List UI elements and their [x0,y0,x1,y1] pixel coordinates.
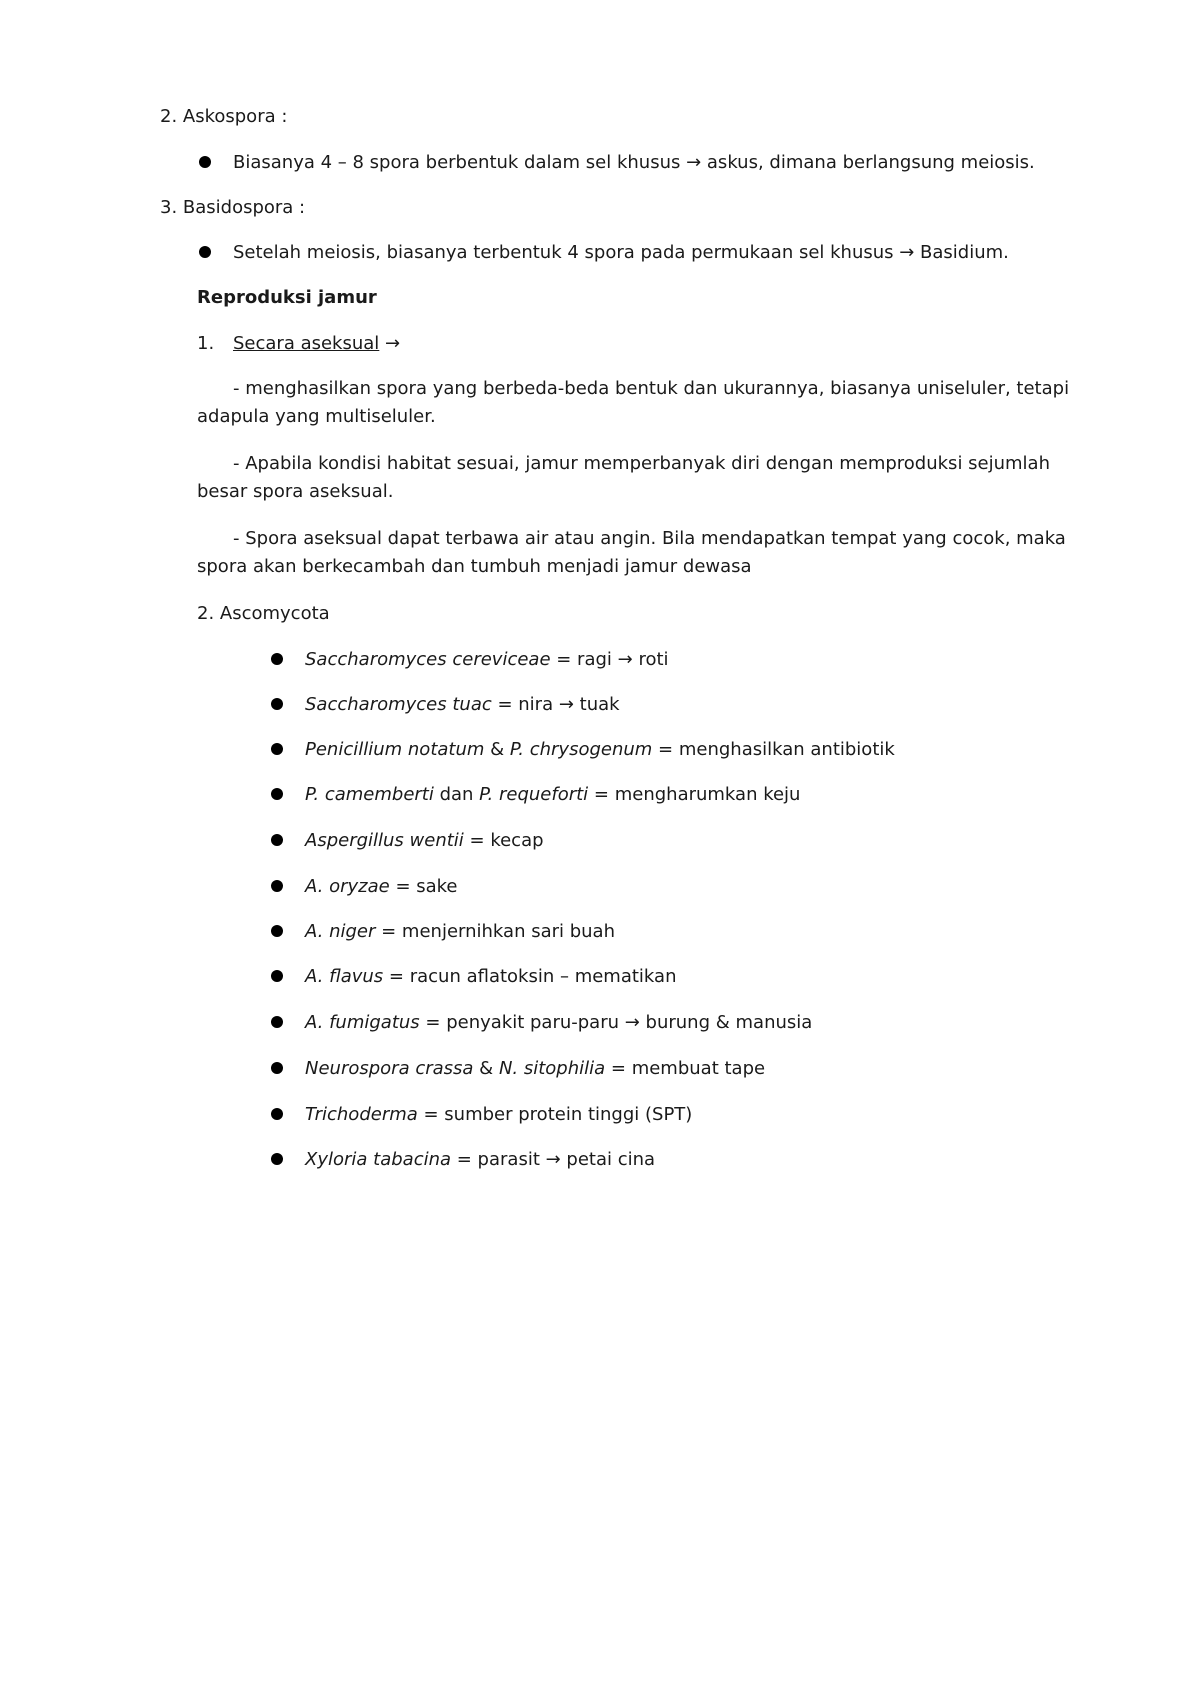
list-item: A. niger = menjernihkan sari buah [305,921,615,942]
item-label-text: Secara aseksual [233,333,380,354]
bullet-dot-icon [271,880,283,892]
bullet-dot-icon [271,743,283,755]
list-item: A. oryzae = sake [305,876,458,897]
list-item: Xyloria tabacina = parasit → petai cina [305,1149,656,1170]
paragraph-line: - Apabila kondisi habitat sesuai, jamur memperbanyak diri dengan memproduksi sejumlah [233,453,1050,474]
bullet-dot-icon [199,156,211,168]
bullet-dot-icon [271,1153,283,1165]
bullet-dot-icon [271,1108,283,1120]
paragraph-line: - Spora aseksual dapat terbawa air atau angin. Bila mendapatkan tempat yang cocok, maka [233,528,1066,549]
list-item: Saccharomyces cereviceae = ragi → roti [305,649,669,670]
paragraph-line: - menghasilkan spora yang berbeda-beda bentuk dan ukurannya, biasanya uniseluler, tetapi [233,378,1070,399]
list-item-label [233,333,400,355]
list-item: Aspergillus wentii = kecap [305,830,544,851]
list-item: Trichoderma = sumber protein tinggi (SPT) [305,1104,693,1125]
askospora-heading: 2. Askospora : [160,106,288,127]
list-item: Neurospora crassa & N. sitophilia = membuat tape [305,1058,766,1079]
paragraph-line: spora akan berkecambah dan tumbuh menjadi jamur dewasa [197,556,752,577]
list-item: Saccharomyces tuac = nira → tuak [305,694,620,715]
paragraph-line: adapula yang multiseluler. [197,406,436,427]
bullet-dot-icon [271,925,283,937]
list-item: A. fumigatus = penyakit paru-paru → burung & manusia [305,1012,813,1033]
bullet-dot-icon [271,1062,283,1074]
bullet-dot-icon [271,698,283,710]
list-item: P. camemberti dan P. requeforti = mengharumkan keju [305,784,801,805]
section-title: Reproduksi jamur [197,287,377,308]
bullet-dot-icon [271,653,283,665]
basidiospora-heading: 3. Basidospora : [160,197,306,218]
bullet-dot-icon [271,1016,283,1028]
arrow-right-icon: → [385,333,401,354]
list-item: A. flavus = racun aflatoksin – mematikan [305,966,677,987]
ascomycota-heading: 2. Ascomycota [197,603,330,624]
bullet-dot-icon [271,834,283,846]
bullet-dot-icon [271,970,283,982]
list-number: 1. [197,333,215,354]
basidiospora-bullet: Setelah meiosis, biasanya terbentuk 4 spora pada permukaan sel khusus → Basidium. [233,242,1009,263]
bullet-dot-icon [199,246,211,258]
paragraph-line: besar spora aseksual. [197,481,394,502]
bullet-dot-icon [271,788,283,800]
list-item: Penicillium notatum & P. chrysogenum = menghasilkan antibiotik [305,739,895,760]
askospora-bullet: Biasanya 4 – 8 spora berbentuk dalam sel khusus → askus, dimana berlangsung meiosis. [233,152,1035,173]
